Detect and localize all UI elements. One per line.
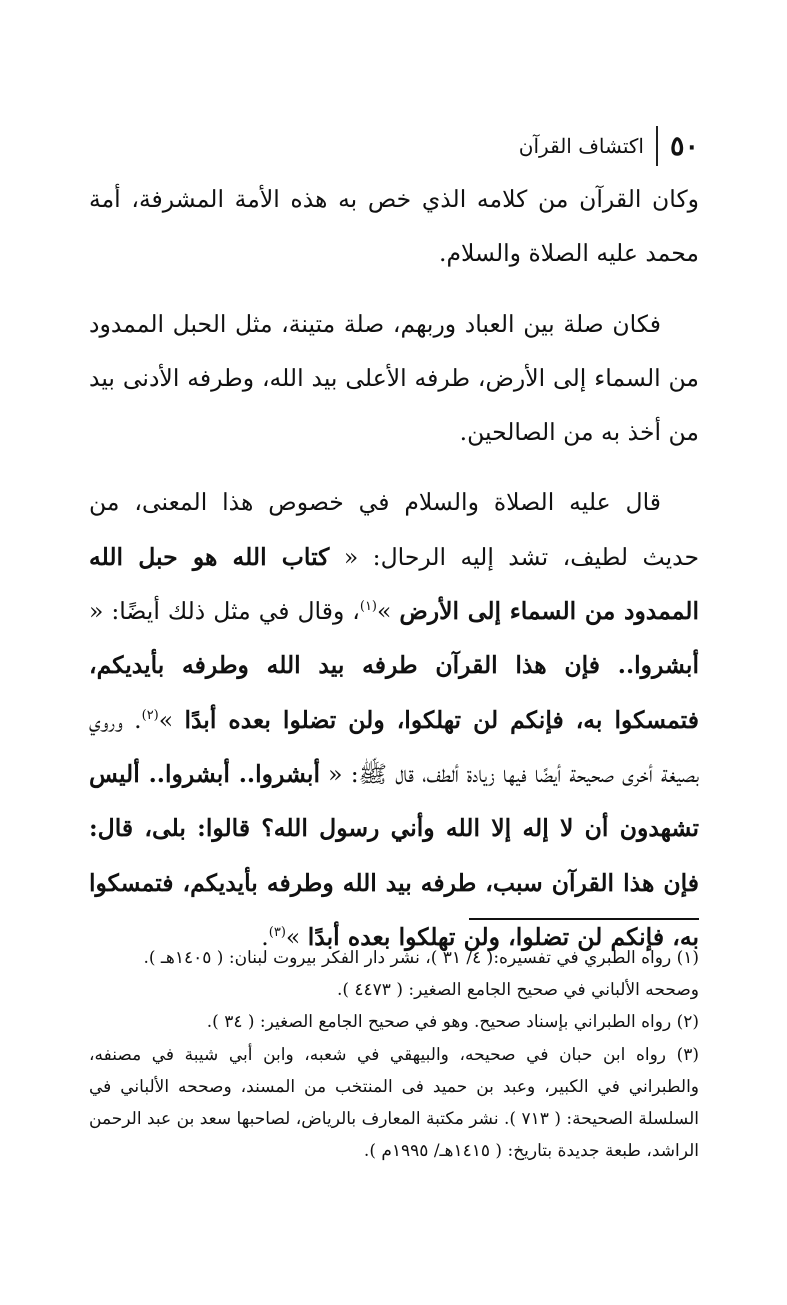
running-title: اكتشاف القرآن bbox=[518, 134, 644, 158]
paragraph-2: فكان صلة بين العباد وربهم، صلة متينة، مثل الحبل الممدود من السماء إلى الأرض، طرفه الأعلى بيد الله، وطرفه الأدنى بيد من أخذ به من الصالحين. bbox=[89, 309, 699, 447]
hadith-quote-3: أبشروا.. أبشروا.. أليس تشهدون أن لا إله إلا الله وأني رسول الله؟ قالوا: بلى، قال: فإن هذا القرآن سبب، طرفه بيد الله وطرفه بأيديكم، فتمسكوا به، فإنكم لن تضلوا، ولن تهلكوا بعده أبدًا bbox=[89, 759, 699, 951]
footnote-1-line-1: (١) رواه الطبري في تفسيره:( ٤/ ٣١ )، نشر دار الفكر بيروت لبنان: ( ١٤٠٥هـ ). bbox=[143, 948, 699, 968]
quote-close-1: » bbox=[377, 597, 400, 626]
quote-close-2: » bbox=[158, 705, 185, 734]
footnotes bbox=[89, 942, 699, 1167]
main-text bbox=[89, 172, 699, 964]
footnote-3: (٣) رواه ابن حبان في صحيحه، والبيهقي في شعبه، وابن أبي شيبة في مصنفه، والطبراني في الكبير، وعبد بن حميد فى المنتخب من المسند، وصححه الألباني في السلسلة الصحيحة: ( ٧١٣ ). نشر مكتبة المعارف بالرياض، لصاحبها سعد بن عبد الرحمن الراشد، طبعة جديدة بتاريخ: ( ١٤١٥هـ/ ١٩٩٥م ). bbox=[89, 1044, 700, 1162]
page-header bbox=[519, 126, 699, 166]
footnote-ref-1: (١) bbox=[359, 599, 377, 615]
hadith-quote-2: أبشروا.. فإن هذا القرآن طرفه بيد الله وطرفه بأيديكم، فتمسكوا به، فإنكم لن تهلكوا، ولن تضلوا بعده أبدًا bbox=[89, 651, 699, 734]
footnote-2: (٢) رواه الطبراني بإسناد صحيح. وهو في صحيح الجامع الصغير: ( ٣٤ ). bbox=[206, 1012, 699, 1033]
closing-period: . bbox=[261, 922, 269, 951]
hadith-quote-1: كتاب الله هو حبل الله الممدود من السماء إلى الأرض bbox=[89, 542, 699, 626]
footnote-1-line-2: وصححه الألباني في صحيح الجامع الصغير: ( ٤٤٧٣ ). bbox=[336, 980, 699, 1001]
hadith-intro: قال عليه الصلاة والسلام في خصوص هذا المعنى، من حديث لطيف، تشد إليه الرحال: « bbox=[89, 488, 700, 571]
paragraph-1: وكان القرآن من كلامه الذي خص به هذه الأمة المشرفة، أمة محمد عليه الصلاة والسلام. bbox=[89, 185, 699, 268]
footnote-ref-3: (٣) bbox=[268, 925, 286, 941]
page-number: ٥٠ bbox=[669, 130, 699, 162]
connector-text-2: . وروي بصيغة أخرى صحيحة أيضًا فيها زيادة ألطف، قال ﷺ: « bbox=[89, 705, 699, 788]
connector-text-1: ، وقال في مثل ذلك أيضًا: « bbox=[89, 597, 360, 626]
header-divider bbox=[656, 126, 658, 166]
quote-close-3: » bbox=[285, 922, 308, 951]
footnote-separator bbox=[469, 918, 699, 920]
footnote-ref-2: (٢) bbox=[141, 707, 159, 723]
paragraph-3 bbox=[89, 475, 699, 964]
